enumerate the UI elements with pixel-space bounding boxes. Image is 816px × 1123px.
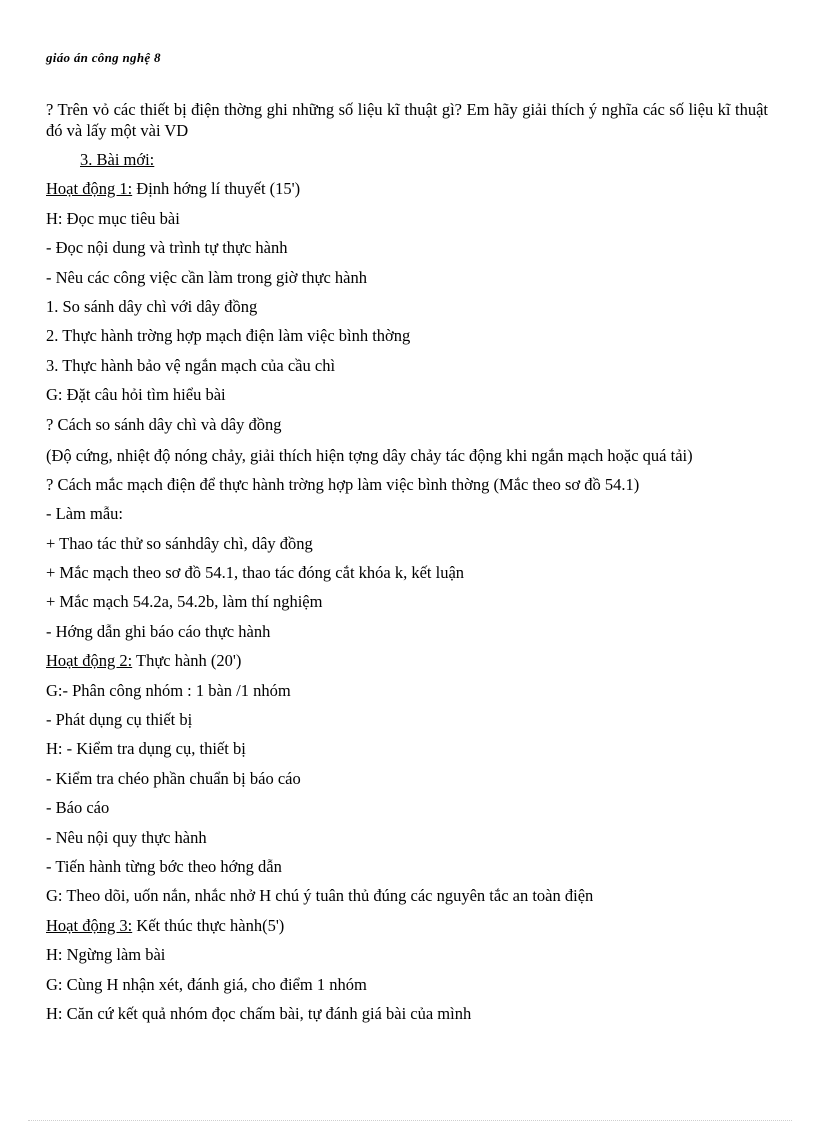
text-line: - Nêu các công việc cần làm trong giờ thực hành	[46, 267, 367, 287]
activity-label: Hoạt động 1:	[46, 179, 133, 199]
text-line: G: Cùng H nhận xét, đánh giá, cho điểm 1 nhóm	[46, 974, 367, 994]
activity-title: Kết thúc thực hành(5')	[132, 915, 285, 935]
activity-title: Định hớng lí thuyết (15')	[132, 179, 301, 199]
activity-3-heading	[46, 911, 768, 940]
text-line: G: Theo dõi, uốn nắn, nhắc nhở H chú ý tuân thủ đúng các nguyên tắc an toàn điện	[46, 886, 594, 906]
text-line: ? Cách so sánh dây chì và dây đồng	[46, 414, 282, 434]
text-line: - Báo cáo	[46, 798, 110, 818]
activity-label: Hoạt động 2:	[46, 651, 133, 671]
activity-title: Thực hành (20')	[132, 651, 242, 671]
text-line: H: - Kiểm tra dụng cụ, thiết bị	[46, 739, 246, 759]
text-line: - Phát dụng cụ thiết bị	[46, 710, 193, 730]
text-line: - Làm mẫu:	[46, 504, 123, 524]
activity-label: Hoạt động 3:	[46, 915, 133, 935]
explanation-paragraph: (Độ cứng, nhiệt độ nóng chảy, giải thích hiện tợng dây chảy tác động khi ngắn mạch hoặc quá tải)	[46, 445, 693, 465]
text-line: H: Đọc mục tiêu bài	[46, 208, 180, 228]
text-line: ? Cách mắc mạch điện để thực hành trờng hợp làm việc bình thờng (Mắc theo sơ đồ 54.1)	[46, 474, 640, 494]
activity-2-heading	[46, 646, 768, 675]
text-line: H: Ngừng làm bài	[46, 945, 166, 965]
intro-question: ? Trên vỏ các thiết bị điện thờng ghi những số liệu kĩ thuật gì? Em hãy giải thích ý nghĩa các số liệu kĩ thuật đó và lấy một vài VD	[46, 100, 768, 140]
text-line: + Thao tác thử so sánhdây chì, dây đồng	[46, 533, 313, 553]
text-line: 1. So sánh dây chì với dây đồng	[46, 296, 258, 316]
text-line: + Mắc mạch theo sơ đồ 54.1, thao tác đóng cắt khóa k, kết luận	[46, 563, 465, 583]
section-title: 3. Bài mới:	[80, 150, 155, 169]
text-line: 3. Thực hành bảo vệ ngắn mạch của cầu chì	[46, 355, 336, 375]
text-line: - Hớng dẫn ghi báo cáo thực hành	[46, 621, 271, 641]
page-header: giáo án công nghệ 8	[46, 50, 161, 65]
lesson-content	[46, 99, 768, 1028]
text-line: - Đọc nội dung và trình tự thực hành	[46, 238, 288, 258]
text-line: G:- Phân công nhóm : 1 bàn /1 nhóm	[46, 680, 291, 700]
text-line: H: Căn cứ kết quả nhóm đọc chấm bài, tự đánh giá bài của mình	[46, 1003, 472, 1023]
text-line: - Kiểm tra chéo phần chuẩn bị báo cáo	[46, 768, 301, 788]
section-heading	[46, 145, 768, 174]
text-line: - Nêu nội quy thực hành	[46, 827, 207, 847]
text-line: 2. Thực hành trờng hợp mạch điện làm việc bình thờng	[46, 326, 411, 346]
page-bottom-rule	[28, 1120, 792, 1121]
text-line: + Mắc mạch 54.2a, 54.2b, làm thí nghiệm	[46, 592, 323, 612]
activity-1-heading	[46, 174, 768, 203]
text-line: - Tiến hành từng bớc theo hớng dẫn	[46, 856, 282, 876]
text-line: G: Đặt câu hỏi tìm hiểu bài	[46, 385, 226, 405]
